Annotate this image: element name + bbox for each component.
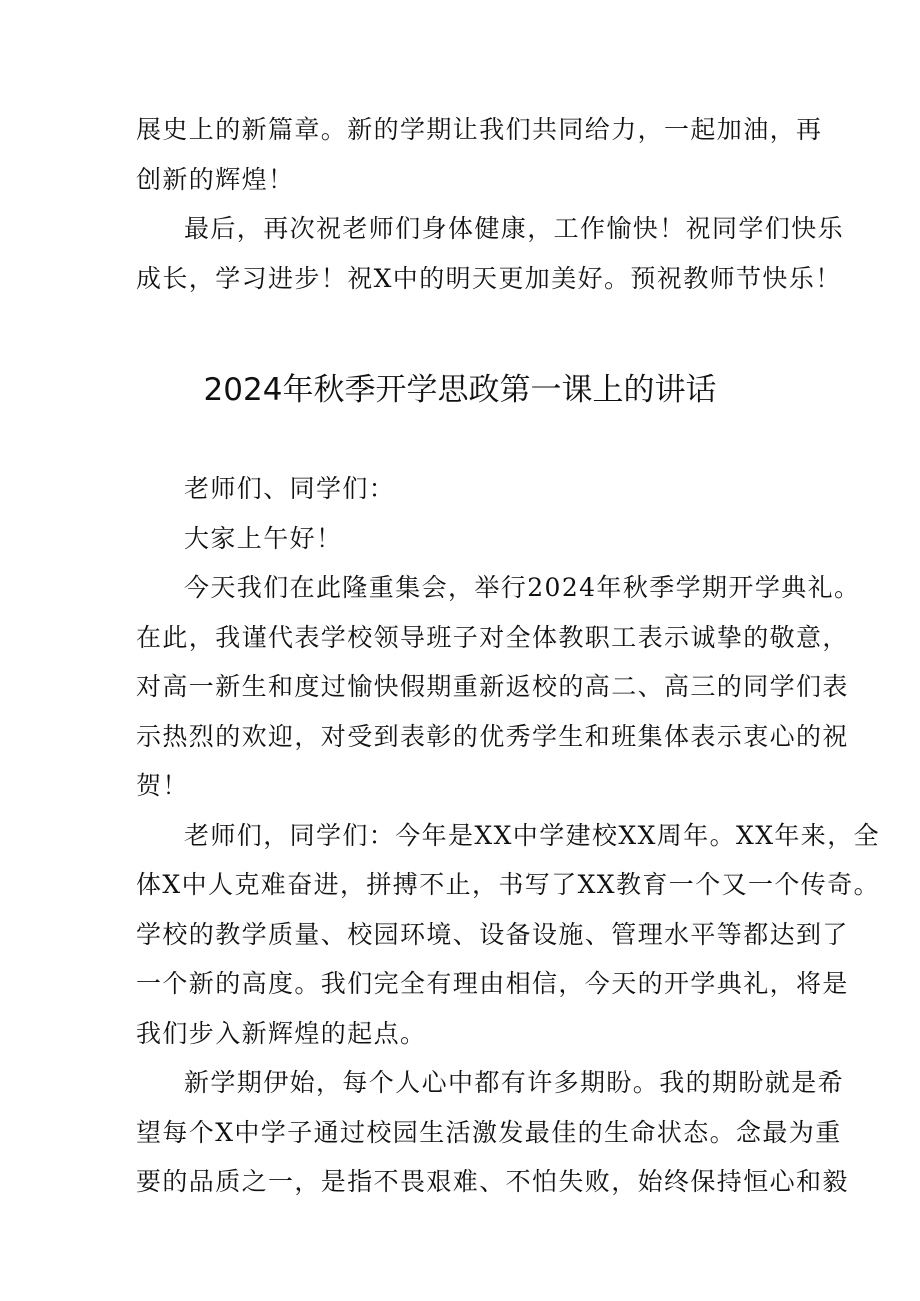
body-line: 一个新的高度。我们完全有理由相信，今天的开学典礼，将是 <box>136 969 849 998</box>
body-line: 老师们，同学们：今年是XX中学建校XX周年。XX年来，全 <box>184 820 880 850</box>
body-line: 在此，我谨代表学校领导班子对全体教职工表示诚挚的敬意， <box>136 622 849 652</box>
carryover-line: 成长，学习进步！祝X中的明天更加美好。预祝教师节快乐！ <box>136 263 842 293</box>
body-line: 体X中人克难奋进，拼搏不止，书写了XX教育一个又一个传奇。 <box>136 870 880 899</box>
body-line: 今天我们在此隆重集会，举行2024年秋季学期开学典礼。 <box>184 573 861 602</box>
salutation: 老师们、同学们： <box>184 474 396 503</box>
greeting: 大家上午好！ <box>184 523 343 553</box>
speech-body <box>136 464 880 1207</box>
body-line: 对高一新生和度过愉快假期重新返校的高二、高三的同学们表 <box>136 672 849 701</box>
body-line: 示热烈的欢迎，对受到表彰的优秀学生和班集体表示衷心的祝 <box>136 721 849 751</box>
body-line: 我们步入新辉煌的起点。 <box>136 1018 427 1048</box>
body-line: 贺！ <box>136 771 189 800</box>
carryover-line: 展史上的新篇章。新的学期让我们共同给力，一起加油，再 <box>136 115 823 144</box>
speech-title: 2024年秋季开学思政第一课上的讲话 <box>203 372 717 408</box>
carryover-line: 创新的辉煌！ <box>136 164 295 194</box>
carryover-line: 最后，再次祝老师们身体健康，工作愉快！祝同学们快乐 <box>184 214 845 243</box>
body-line: 学校的教学质量、校园环境、设备设施、管理水平等都达到了 <box>136 919 849 949</box>
body-line: 要的品质之一，是指不畏艰难、不怕失败，始终保持恒心和毅 <box>136 1167 849 1196</box>
body-line: 望每个X中学子通过校园生活激发最佳的生命状态。念最为重 <box>136 1117 842 1147</box>
carryover-paragraphs <box>136 105 845 303</box>
body-line: 新学期伊始，每个人心中都有许多期盼。我的期盼就是希 <box>184 1068 845 1097</box>
